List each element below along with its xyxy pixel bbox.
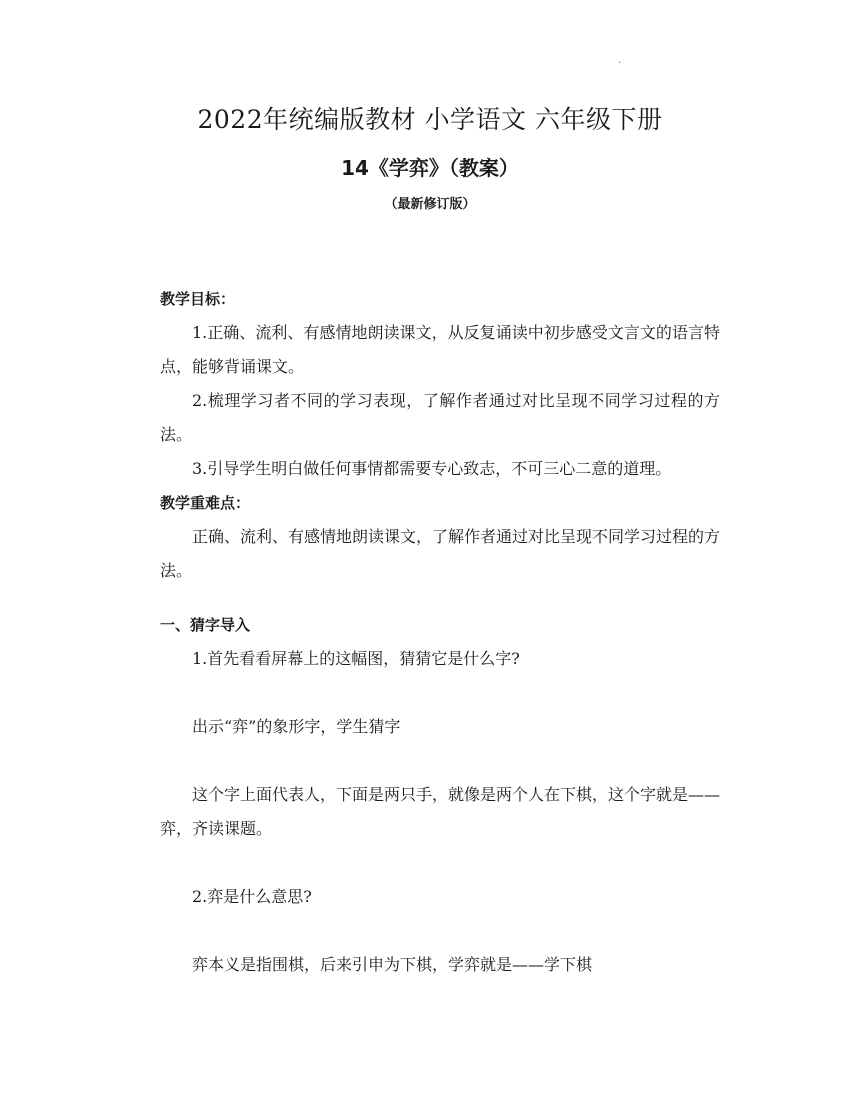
paragraph-character-explanation: 这个字上面代表人，下面是两只手，就像是两个人在下棋，这个字就是——弈，齐读课题。	[160, 785, 721, 838]
goal-item: 3.引导学生明白做任何事情都需要专心致志，不可三心二意的道理。	[192, 459, 672, 478]
edition-note: （最新修订版）	[384, 197, 476, 212]
paragraph-meaning: 弈本义是指围棋，后来引申为下棋，学弈就是——学下棋	[192, 955, 593, 974]
goal-item: 1.正确、流利、有感情地朗读课文，从反复诵读中初步感受文言文的语言特点，能够背诵课文。	[160, 323, 720, 376]
section-heading: 一、猜字导入	[160, 616, 251, 634]
key-points-text: 正确、流利、有感情地朗读课文，了解作者通过对比呈现不同学习过程的方法。	[160, 527, 721, 580]
question-2: 2.弈是什么意思?	[192, 887, 312, 906]
document-body	[160, 282, 720, 982]
goal-item: 2.梳理学习者不同的学习表现，了解作者通过对比呈现不同学习过程的方法。	[160, 391, 720, 444]
document-title: 2022年统编版教材 小学语文 六年级下册	[197, 105, 663, 134]
goals-heading: 教学目标：	[160, 290, 236, 308]
lesson-title: 14《学弈》（教案）	[341, 156, 519, 180]
key-points-heading: 教学重难点：	[160, 494, 251, 512]
corner-mark: .	[618, 55, 622, 66]
question-1: 1.首先看看屏幕上的这幅图，猜猜它是什么字?	[192, 649, 520, 668]
paragraph-show-character: 出示“弈”的象形字，学生猜字	[192, 717, 401, 736]
